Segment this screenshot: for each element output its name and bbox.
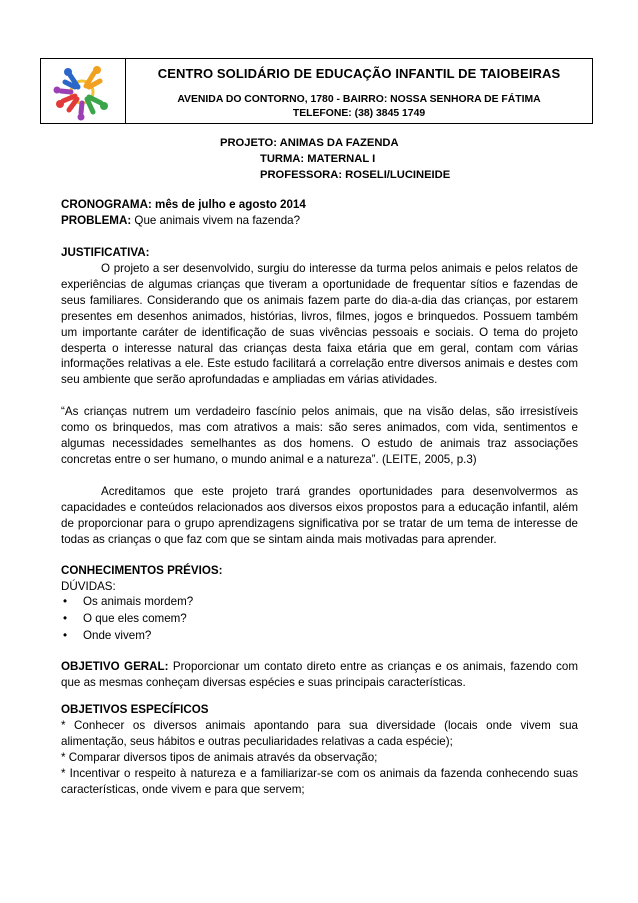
project-name: PROJETO: ANIMAS DA FAZENDA bbox=[220, 137, 399, 149]
list-item-text: O que eles comem? bbox=[83, 611, 187, 625]
children-circle-logo-icon bbox=[45, 63, 119, 121]
problem-line bbox=[61, 213, 578, 229]
general-objective-text: Proporcionar um contato direto entre as crianças e os animais, fazendo com que as mesmas conheçam diversas espécies e suas principais características. bbox=[61, 660, 578, 689]
justification-heading bbox=[61, 245, 578, 261]
logo-cell bbox=[41, 59, 126, 123]
doubts-list bbox=[61, 594, 578, 644]
general-objective-label: OBJETIVO GERAL: bbox=[61, 660, 169, 673]
list-item bbox=[61, 611, 578, 628]
school-name: CENTRO SOLIDÁRIO DE EDUCAÇÃO INFANTIL DE TAIOBEIRAS bbox=[157, 66, 561, 81]
doubts-label: DÚVIDAS: bbox=[61, 580, 116, 593]
justification-paragraph-2: Acreditamos que este projeto trará grandes oportunidades para desenvolvermos as capacidades e conteúdos relacionados aos diversos eixos propostos para a educação infantil, além de proporcionar para o grupo aprendizagens significativa por se tratar de um tema de interesse de todas as crianças o que faz com que se sintam ainda mais motivadas para aprender. bbox=[61, 485, 578, 546]
schedule-line bbox=[61, 197, 578, 213]
problem-label: PROBLEMA: bbox=[61, 214, 132, 227]
letterhead bbox=[40, 58, 593, 124]
schedule-label: CRONOGRAMA: mês de julho e agosto 2014 bbox=[61, 198, 306, 211]
specific-objective-3: * Incentivar o respeito à natureza e a familiarizar-se com os animais da fazenda conhecendo suas características, onde vivem e para que servem; bbox=[61, 767, 578, 796]
bullet-icon: • bbox=[63, 611, 68, 625]
bullet-icon: • bbox=[63, 595, 68, 608]
justification-paragraph-1: O projeto a ser desenvolvido, surgiu do interesse da turma pelos animais e pelos relatos de experiências de algumas crianças que tiveram a oportunidade de frequentar sítios e fazendas de seus familiares. Considerando que os animais fazem parte do dia-a-dia das crianças, por estarem presentes em desenhos animados, histórias, livros, filmes, jogos e brinquedos. Possuem também um importante caráter de identificação de suas vivências pessoais e sociais. O tema do projeto desperta o interesse natural das crianças desta faixa etária que em geral, contam com várias informações relativas a ele. Este estudo facilitará a correlação entre diversos animais e destes com seu ambiente que serão aprofundadas e ampliadas em várias atividades. bbox=[61, 262, 578, 387]
justification-quote: “As crianças nutrem um verdadeiro fascínio pelos animais, que na visão delas, são irresistíveis como os brinquedos, mas com atrativos a mais: são seres animados, com vida, sentimentos e algumas necessidades semelhantes as dos homens. O estudo de animais traz associações concretas entre o ser humano, o mundo animal e a natureza”. (LEITE, 2005, p.3) bbox=[61, 405, 578, 466]
school-phone: TELEFONE: (38) 3845 1749 bbox=[292, 108, 426, 119]
general-objective bbox=[61, 659, 578, 691]
specific-objective-2: * Comparar diversos tipos de animais através da observação; bbox=[61, 751, 378, 764]
specific-objectives-heading bbox=[61, 702, 578, 718]
specific-objectives-heading-text: OBJETIVOS ESPECÍFICOS bbox=[61, 703, 209, 716]
list-item-text: Os animais mordem? bbox=[83, 595, 194, 608]
prior-knowledge-heading-text: CONHECIMENTOS PRÉVIOS: bbox=[61, 564, 223, 577]
list-item bbox=[61, 628, 578, 645]
list-item bbox=[61, 594, 578, 611]
project-teacher: PROFESSORA: ROSELI/LUCINEIDE bbox=[260, 169, 451, 181]
bullet-icon: • bbox=[63, 628, 68, 642]
justification-heading-text: JUSTIFICATIVA: bbox=[61, 246, 150, 259]
project-class: TURMA: MATERNAL I bbox=[260, 153, 376, 165]
prior-knowledge-heading bbox=[61, 563, 578, 579]
list-item-text: Onde vivem? bbox=[83, 628, 152, 642]
school-address: AVENIDA DO CONTORNO, 1780 - BAIRRO: NOSSA SENHORA DE FÁTIMA bbox=[177, 94, 541, 105]
problem-text: Que animais vivem na fazenda? bbox=[131, 214, 301, 227]
specific-objective-1: * Conhecer os diversos animais apontando para sua diversidade (locais onde vivem sua alimentação, seus hábitos e outras peculiaridades relativas a cada espécie); bbox=[61, 719, 578, 748]
